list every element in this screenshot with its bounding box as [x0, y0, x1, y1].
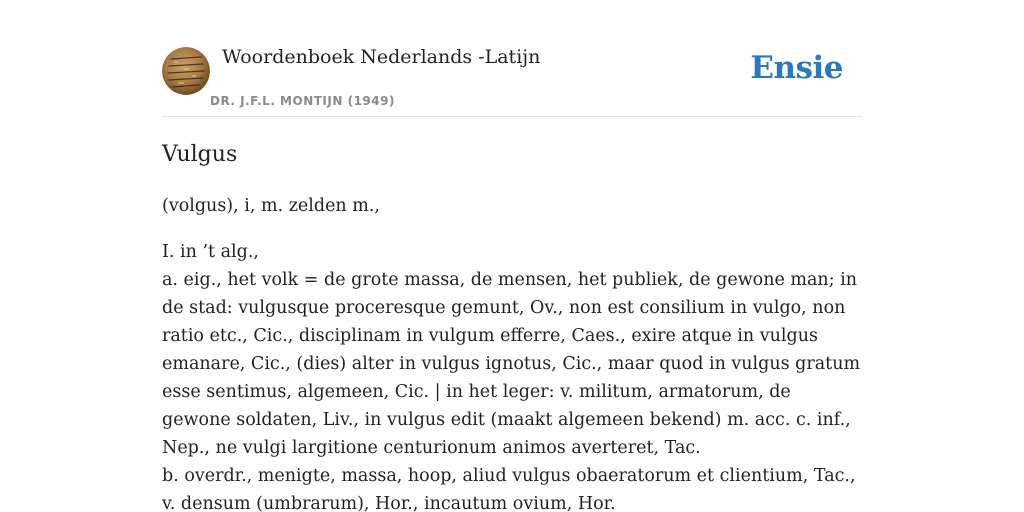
entry-grammar: (volgus), i, m. zelden m.,: [162, 196, 380, 216]
sense-a: a. eig., het volk = de grote massa, de mensen, het publiek, de gewone man; in de stad: vulgusque proceresque gemunt, Ov., non est consilium in vulgo, non ratio etc., Cic., disciplinam in vulgum efferre, Caes., exire atque in vulgus emanare, Cic., (dies) alter in vulgus ignotus, Cic., maar quod in vulgus gratum esse sentimus, algemeen, Cic. | in het leger: v. militum, armatorum, de gewone soldaten, Liv., in vulgus edit (maakt algemeen bekend) m. acc. c. inf., Nep., ne vulgi largitione centurionum animos averteret, Tac.: [162, 270, 861, 458]
book-cover-thumbnail-icon[interactable]: [162, 47, 210, 95]
book-title[interactable]: Woordenboek Nederlands -Latijn: [222, 46, 541, 68]
entry-title: Vulgus: [162, 142, 238, 167]
sense-b: b. overdr., menigte, massa, hoop, aliud vulgus obaeratorum et clientium, Tac., v. densum (umbrarum), Hor., incautum ovium, Hor.: [162, 466, 856, 512]
ensie-logo-link[interactable]: Ensie: [750, 50, 843, 86]
sense-heading: I. in ’t alg.,: [162, 242, 259, 262]
entry-content: [162, 140, 862, 512]
book-author: DR. J.F.L. MONTIJN (1949): [210, 94, 395, 108]
header: [162, 0, 862, 117]
